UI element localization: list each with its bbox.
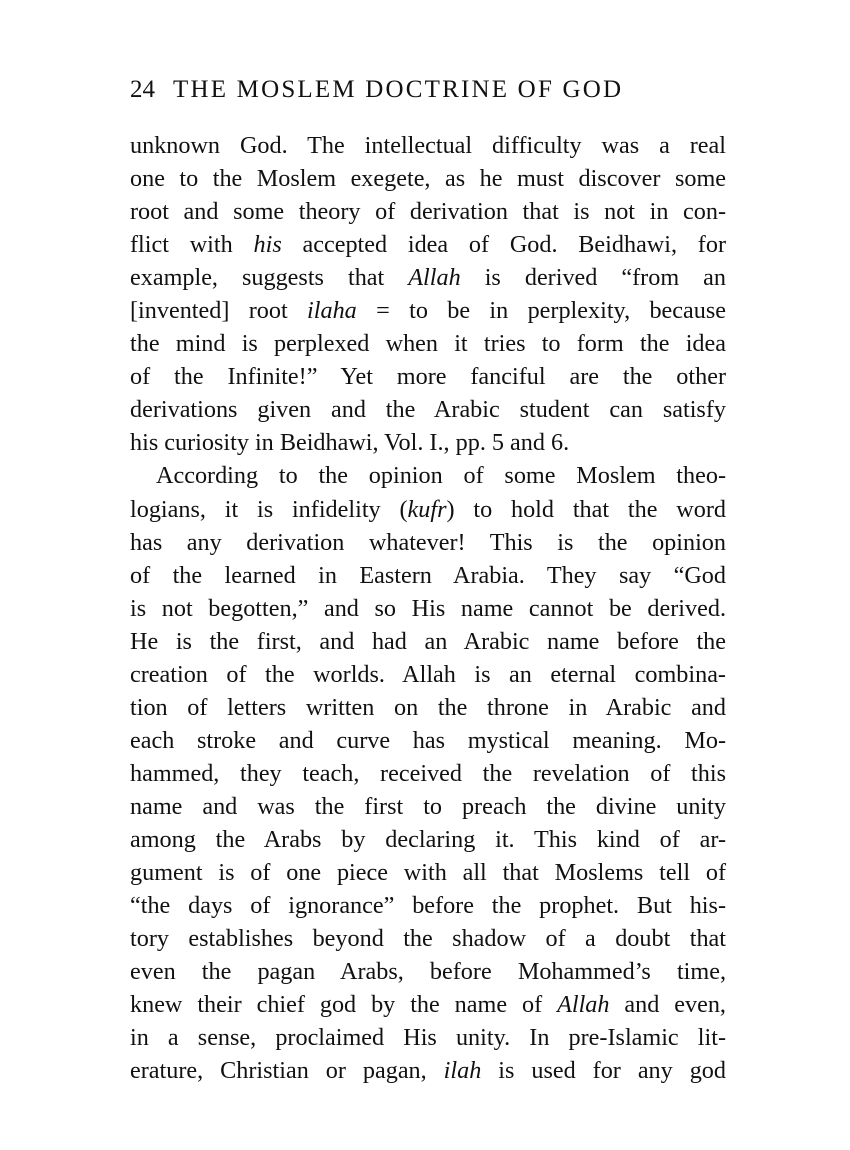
text-line: among the Arabs by declaring it. This kind of ar- (130, 825, 726, 853)
text-line: has any derivation whatever! This is the opinion (130, 528, 726, 556)
text-line: of the learned in Eastern Arabia. They say “God (130, 561, 726, 589)
text-line: even the pagan Arabs, before Mohammed’s time, (130, 958, 726, 986)
italic-word: Allah (408, 264, 461, 292)
text-line: his curiosity in Beidhawi, Vol. I., pp. 5 and 6. (130, 429, 570, 457)
text-line: one to the Moslem exegete, as he must discover some (130, 165, 726, 193)
text-line: erature, Christian or pagan, ilah is used for any god (130, 1057, 726, 1085)
italic-word: ilah (443, 1057, 482, 1085)
text-line: in a sense, proclaimed His unity. In pre-Islamic lit- (130, 1024, 726, 1052)
italic-word: kufr (407, 495, 447, 523)
text-line: hammed, they teach, received the revelation of this (130, 759, 726, 787)
text-line: [invented] root ilaha = to be in perplexity, because (130, 297, 726, 325)
text-line: example, suggests that Allah is derived “from an (130, 264, 726, 292)
text-line: He is the first, and had an Arabic name before the (130, 627, 726, 655)
text-line: gument is of one piece with all that Moslems tell of (130, 859, 726, 887)
text-line: flict with his accepted idea of God. Beidhawi, for (130, 231, 727, 259)
running-title: THE MOSLEM DOCTRINE OF GOD (173, 76, 624, 103)
italic-word: his (253, 231, 282, 259)
text-line: is not begotten,” and so His name cannot be derived. (130, 594, 726, 622)
text-line: the mind is perplexed when it tries to form the idea (130, 330, 726, 358)
italic-word: ilaha (307, 297, 357, 325)
text-line: unknown God. The intellectual difficulty was a real (130, 132, 726, 159)
text-line: root and some theory of derivation that is not in con- (130, 198, 726, 226)
text-line: According to the opinion of some Moslem theo- (156, 462, 726, 490)
italic-word: Allah (557, 991, 610, 1019)
page-number: 24 (130, 76, 155, 103)
text-line: each stroke and curve has mystical meaning. Mo- (130, 726, 726, 754)
text-line: tory establishes beyond the shadow of a doubt that (130, 925, 726, 953)
text-line: “the days of ignorance” before the prophet. But his- (130, 892, 726, 920)
text-line: logians, it is infidelity (kufr) to hold that the word (130, 495, 726, 523)
text-line: of the Infinite!” Yet more fanciful are the other (130, 363, 726, 391)
text-line: tion of letters written on the throne in Arabic and (130, 693, 726, 721)
text-line: knew their chief god by the name of Allah and even, (130, 991, 726, 1019)
text-line: name and was the first to preach the divine unity (130, 792, 726, 820)
body-text (130, 129, 726, 1087)
running-head (130, 73, 726, 107)
text-line: derivations given and the Arabic student can satisfy (130, 396, 726, 424)
text-line: creation of the worlds. Allah is an eternal combina- (130, 660, 726, 688)
